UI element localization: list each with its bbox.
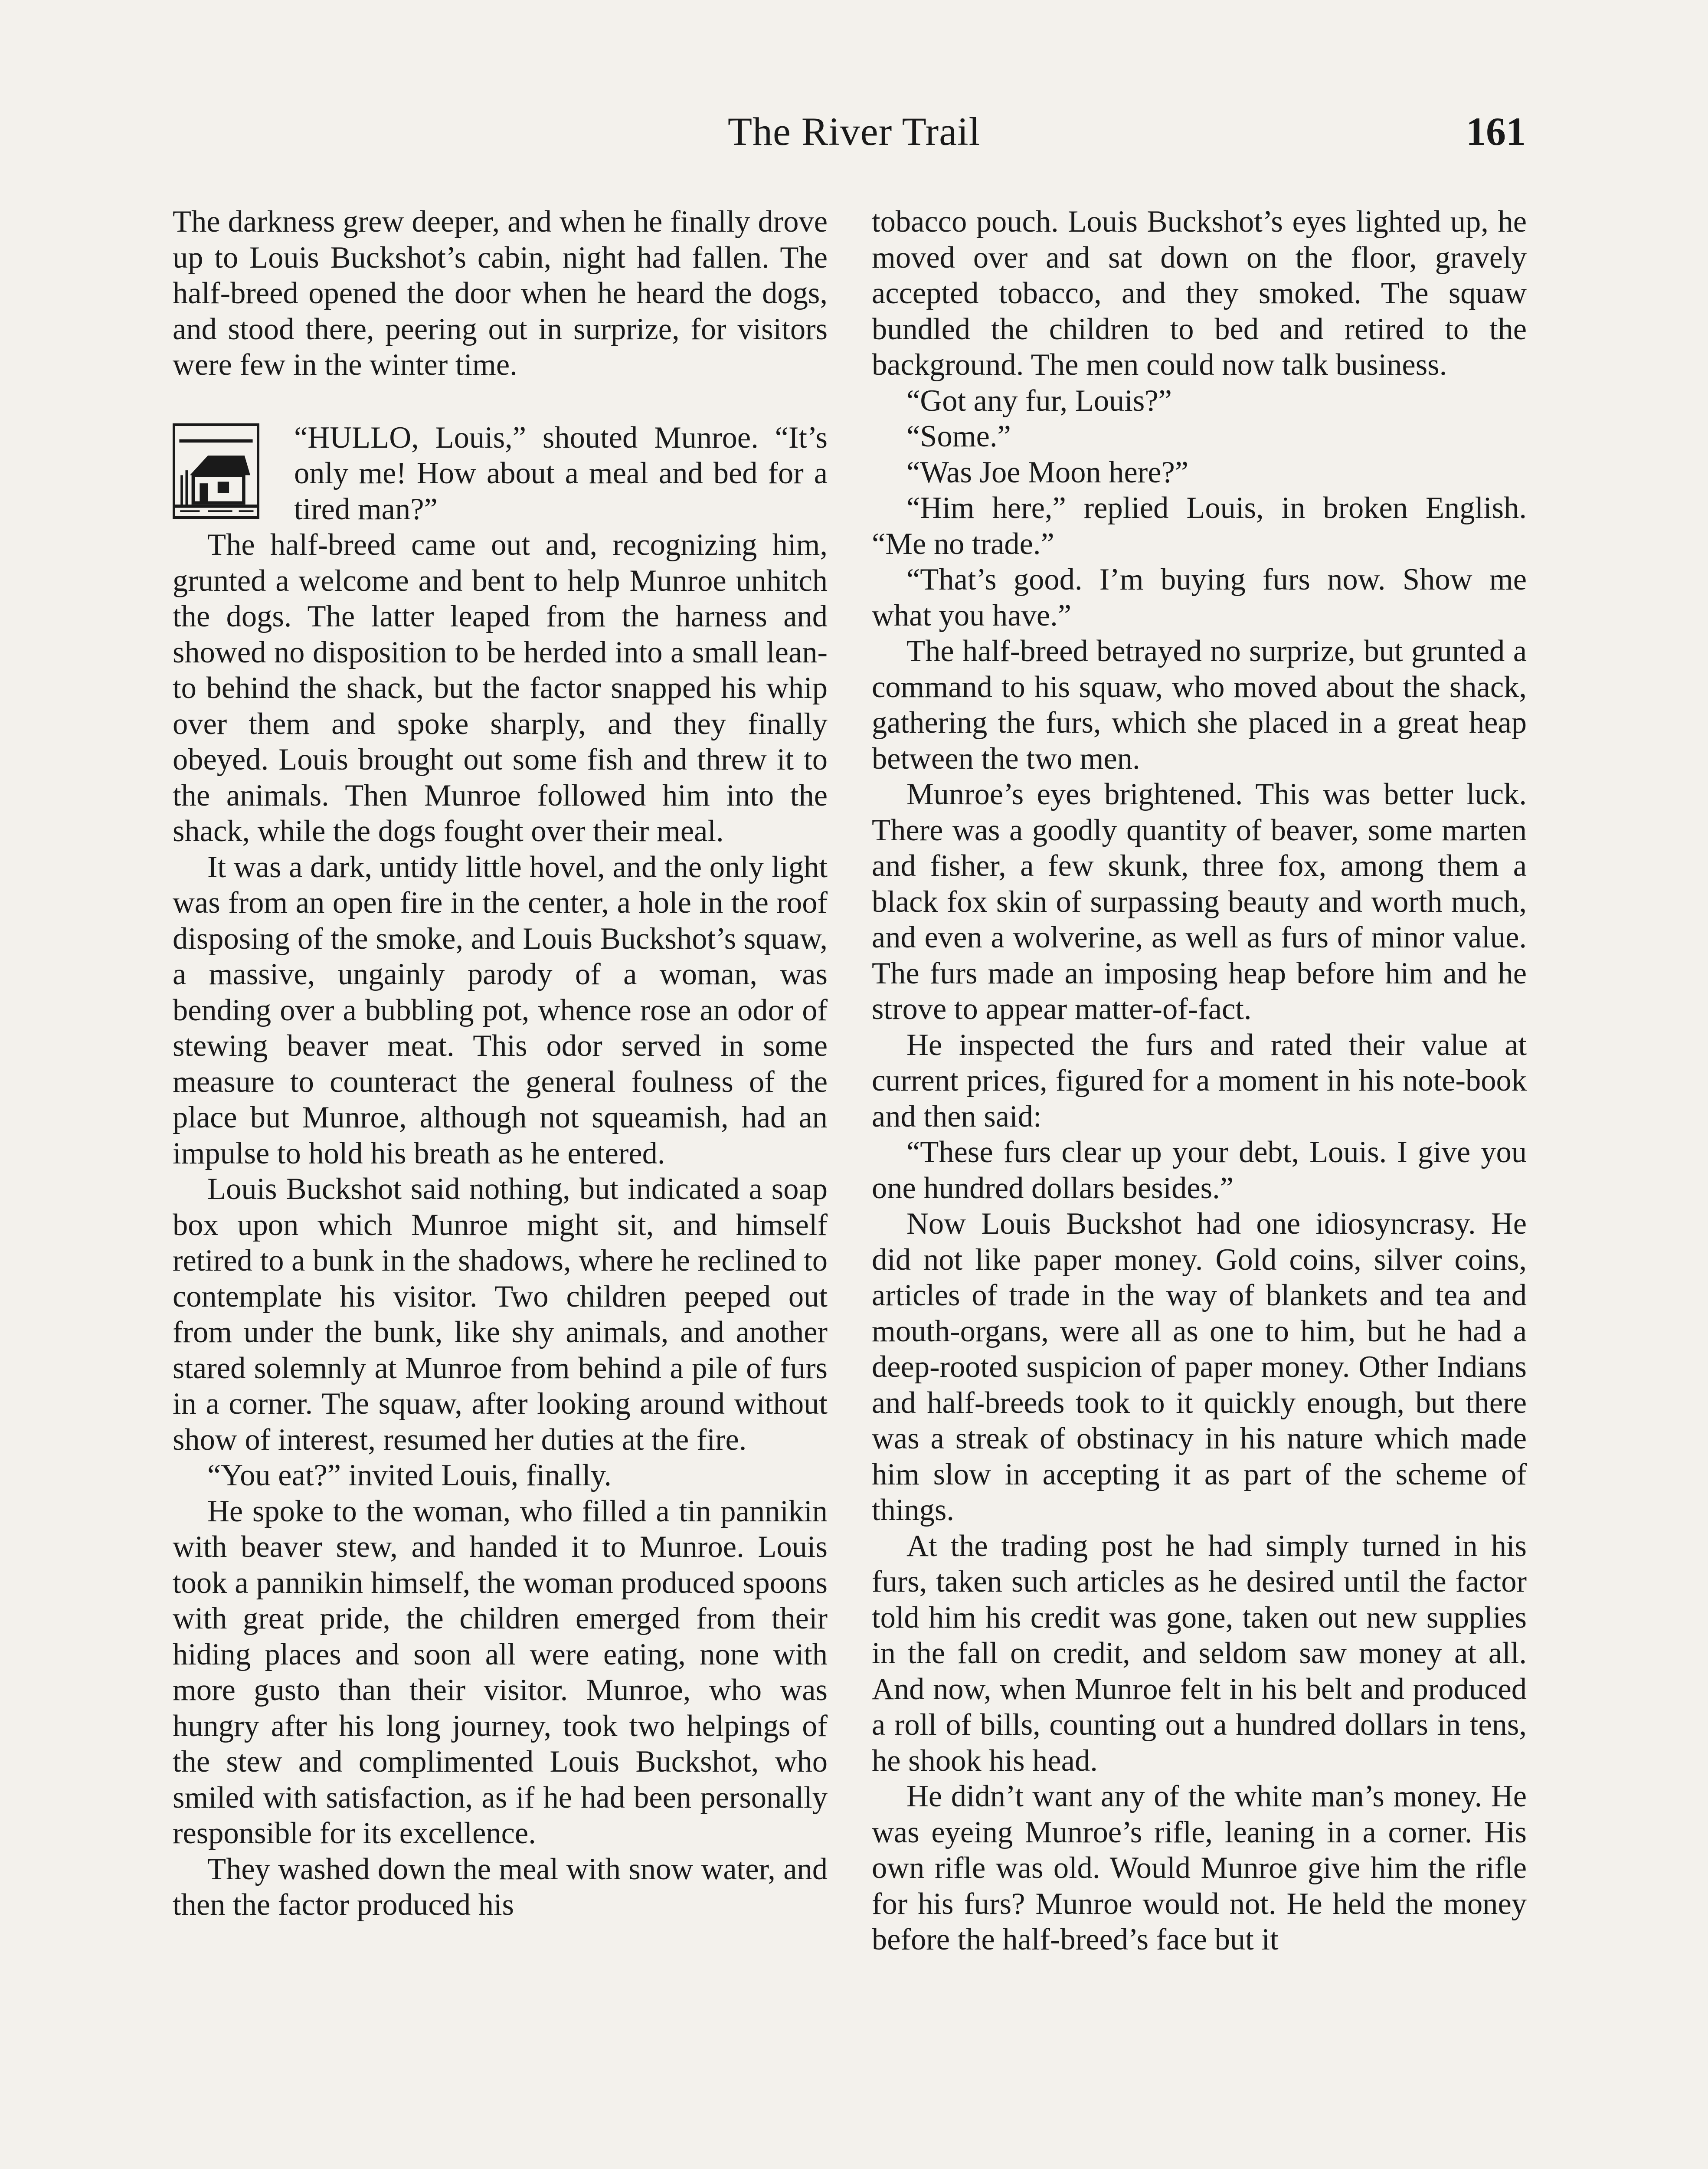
page-header xyxy=(0,108,1708,169)
paragraph: The darkness grew deeper, and when he finally drove up to Louis Buckshot’s cabin, night had fallen. The half-breed opened the door when he heard the dogs, and stood there, peering out in surprize, for visitors were few in the winter time. xyxy=(173,205,828,382)
paragraph: Now Louis Buckshot had one idiosyncrasy. He did not like paper money. Gold coins, silver coins, articles of trade in the way of blankets and tea and mouth-organs, were all as one to him, but he had a deep-rooted suspicion of paper money. Other Indians and half-breeds took to it quickly enough, but there was a streak of obstinacy in his nature which made him slow in accepting it as part of the scheme of things. xyxy=(872,1207,1527,1527)
dialogue-line: “Got any fur, Louis?” xyxy=(906,383,1172,418)
paragraph: “You eat?” invited Louis, finally. xyxy=(207,1458,612,1492)
paragraph: They washed down the meal with snow water, and then the factor produced his xyxy=(173,1852,828,1922)
paragraph: At the trading post he had simply turned in his furs, taken such articles as he desired until the factor told him his credit was gone, taken out new supplies in the fall on credit, and seldom saw money at all. And now, when Munroe felt in his belt and produced a roll of bills, counting out a hundred dollars in tens, he shook his head. xyxy=(872,1529,1527,1778)
paragraph: He spoke to the woman, who filled a tin pannikin with beaver stew, and handed it to Munroe. Louis took a pannikin himself, the woman produced spoons with great pride, the children emerged from their hiding places and soon all were eating, none with more gusto than their visitor. Munroe, who was hungry after his long journey, took two helpings of the stew and complimented Louis Buckshot, who smiled with satisfaction, as if he had been personally responsible for its excellence. xyxy=(173,1494,828,1850)
paragraph: The half-breed came out and, recognizing him, grunted a welcome and bent to help Munroe unhitch the dogs. The latter leaped from the harness and showed no disposition to be herded into a small lean-to behind the shack, but the factor snapped his whip over them and spoke sharply, and they finally obeyed. Louis brought out some fish and threw it to the animals. Then Munroe followed him into the shack, while the dogs fought over their meal. xyxy=(173,528,828,848)
paragraph-dropcap: “HULLO, Louis,” shouted Munroe. “It’s only me! How about a meal and bed for a tired man?” xyxy=(294,420,828,526)
section-break xyxy=(173,383,828,420)
paragraph: Louis Buckshot said nothing, but indicated a soap box upon which Munroe might sit, and himself retired to a bunk in the shadows, where he reclined to contemplate his visitor. Two children peeped out from under the bunk, like shy animals, and another stared solemnly at Munroe from behind a pile of furs in a corner. The squaw, after looking around without show of interest, resumed her duties at the fire. xyxy=(173,1172,828,1457)
right-column xyxy=(872,204,1527,1958)
dialogue-line: “Some.” xyxy=(906,419,1011,453)
paragraph: “These furs clear up your debt, Louis. I give you one hundred dollars besides.” xyxy=(872,1135,1527,1205)
page-number: 161 xyxy=(1466,109,1526,154)
running-title: The River Trail xyxy=(727,109,981,154)
paragraph: It was a dark, untidy little hovel, and the only light was from an open fire in the center, a hole in the roof disposing of the smoke, and Louis Buckshot’s squaw, a massive, ungainly parody of a woman, was bending over a bubbling pot, whence rose an odor of stewing beaver meat. This odor served in some measure to counteract the general foulness of the place but Munroe, although not squeamish, had an impulse to hold his breath as he entered. xyxy=(173,850,828,1170)
paragraph: He didn’t want any of the white man’s money. He was eyeing Munroe’s rifle, leaning in a corner. His own rifle was old. Would Munroe give him the rifle for his furs? Munroe would not. He held the money before the half-breed’s face but it xyxy=(872,1779,1527,1956)
left-column xyxy=(173,204,828,1923)
paragraph: tobacco pouch. Louis Buckshot’s eyes lighted up, he moved over and sat down on the floor, gravely accepted tobacco, and they smoked. The squaw bundled the children to bed and retired to the background. The men could now talk business. xyxy=(872,205,1527,382)
cabin-icon xyxy=(173,423,259,519)
section-opening xyxy=(173,420,828,528)
paragraph: Munroe’s eyes brightened. This was better luck. There was a goodly quantity of beaver, some marten and fisher, a few skunk, three fox, among them a black fox skin of surpassing beauty and worth much, and even a wolverine, as well as furs of minor value. The furs made an imposing heap before him and he strove to appear matter-of-fact. xyxy=(872,777,1527,1026)
paragraph: He inspected the furs and rated their value at current prices, figured for a moment in his note-book and then said: xyxy=(872,1028,1527,1134)
paragraph: “That’s good. I’m buying furs now. Show me what you have.” xyxy=(872,563,1527,632)
dialogue-line: “Was Joe Moon here?” xyxy=(906,455,1189,489)
paragraph: The half-breed betrayed no surprize, but grunted a command to his squaw, who moved about the shack, gathering the furs, which she placed in a great heap between the two men. xyxy=(872,634,1527,776)
paragraph: “Him here,” replied Louis, in broken English. “Me no trade.” xyxy=(872,491,1527,561)
